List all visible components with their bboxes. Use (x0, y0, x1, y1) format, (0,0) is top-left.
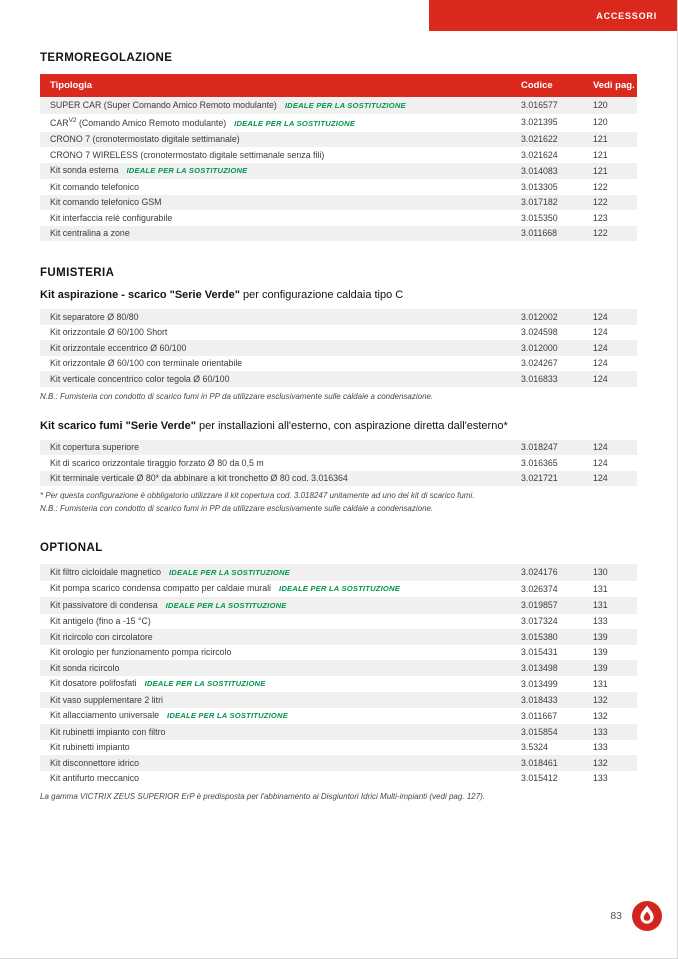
table-row (40, 724, 637, 740)
section-title-optional: OPTIONAL (40, 542, 103, 555)
subsection-title-bold: Kit scarico fumi "Serie Verde" (40, 419, 196, 432)
product-name: Kit terminale verticale Ø 80* da abbinare a kit tronchetto Ø 80 cod. 3.016364 (50, 473, 348, 484)
table-row (40, 740, 637, 756)
table-row (40, 309, 637, 325)
table-row (40, 564, 637, 581)
product-page-ref: 131 (593, 600, 608, 611)
table-header-row (40, 74, 637, 97)
product-name: Kit pompa scarico condensa compatto per caldaie murali (50, 583, 272, 594)
product-page-ref: 122 (593, 228, 608, 239)
product-page-ref: 133 (593, 726, 608, 737)
product-name-cell (40, 371, 511, 387)
product-name-cell (40, 629, 511, 645)
product-page-ref: 124 (593, 311, 608, 322)
scarico-fumi-nb-note: N.B.: Fumisteria con condotto di scarico fumi in PP da utilizzare esclusivamente sulle caldaie a condensazione. (40, 504, 434, 514)
table-row (40, 371, 637, 387)
product-name: Kit sonda ricircolo (50, 662, 120, 673)
table-row (40, 356, 637, 372)
product-code: 3.019857 (521, 600, 558, 611)
product-name: CRONO 7 (cronotermostato digitale settimanale) (50, 134, 240, 145)
col-header-vedi-pag: Vedi pag. (593, 80, 635, 91)
product-name: Kit verticale concentrico color tegola Ø 60/100 (50, 373, 230, 384)
subsection-title-aspirazione (40, 289, 637, 301)
subsection-title-bold: Kit aspirazione - scarico "Serie Verde" (40, 289, 240, 302)
col-header-codice: Codice (521, 80, 553, 91)
subsection-title-rest: per configurazione caldaia tipo C (239, 289, 404, 302)
product-page-ref: 124 (593, 327, 608, 338)
product-page-ref: 131 (593, 678, 608, 689)
product-name: Kit sonda esterna (50, 165, 119, 176)
accessori-banner (429, 0, 677, 31)
product-name: Kit disconnettore idrico (50, 757, 139, 768)
product-name: Kit passivatore di condensa (50, 599, 158, 610)
table-row (40, 676, 637, 693)
product-name-cell (40, 581, 511, 598)
product-code: 3.024176 (521, 567, 558, 578)
product-code: 3.011668 (521, 228, 558, 239)
col-header-tipologia: Tipologia (50, 80, 93, 91)
table-row (40, 325, 637, 341)
product-name-superscript: V2 (68, 117, 77, 124)
table-row (40, 660, 637, 676)
product-code: 3.015412 (521, 773, 558, 784)
product-name-cell (40, 440, 511, 456)
product-page-ref: 133 (593, 742, 608, 753)
product-name: Kit comando telefonico GSM (50, 197, 162, 208)
product-name: Kit di scarico orizzontale tiraggio forzato Ø 80 da 0,5 m (50, 457, 264, 468)
product-page-ref: 124 (593, 358, 608, 369)
table-row (40, 179, 637, 195)
section-title-fumisteria: FUMISTERIA (40, 267, 115, 280)
product-code: 3.013499 (521, 678, 558, 689)
table-row (40, 755, 637, 771)
ideale-sostituzione-badge: IDEALE PER LA SOSTITUZIONE (126, 166, 248, 176)
product-code: 3.013498 (521, 662, 558, 673)
product-name: Kit separatore Ø 80/80 (50, 311, 139, 322)
scarico-fumi-table (40, 440, 637, 487)
product-page-ref: 121 (593, 149, 608, 160)
product-page-ref: 133 (593, 616, 608, 627)
product-page-ref: 139 (593, 647, 608, 658)
product-name-cell (40, 471, 511, 487)
table-row (40, 114, 637, 132)
product-code: 3.018461 (521, 757, 558, 768)
product-page-ref: 120 (593, 117, 608, 128)
table-row (40, 614, 637, 630)
product-name-cell (40, 163, 511, 180)
product-name-cell (40, 325, 511, 341)
table-row (40, 771, 637, 787)
table-row (40, 708, 637, 725)
table-row (40, 629, 637, 645)
product-page-ref: 121 (593, 165, 608, 176)
product-code: 3.013305 (521, 181, 558, 192)
product-code: 3.016365 (521, 457, 558, 468)
table-row (40, 210, 637, 226)
table-row (40, 226, 637, 242)
table-row (40, 132, 637, 148)
aspirazione-scarico-table (40, 309, 637, 387)
product-name-cell (40, 755, 511, 771)
table-row (40, 440, 637, 456)
product-name: Kit centralina a zone (50, 228, 130, 239)
subsection-title-scarico-fumi (40, 420, 637, 432)
product-page-ref: 121 (593, 134, 608, 145)
product-page-ref: 122 (593, 181, 608, 192)
product-code: 3.016833 (521, 373, 558, 384)
product-name: Kit ricircolo con circolatore (50, 631, 153, 642)
banner-label: ACCESSORI (596, 10, 657, 21)
product-name: Kit interfaccia relè configurabile (50, 212, 173, 223)
product-name-cell (40, 597, 511, 614)
product-name: Kit orologio per funzionamento pompa ricircolo (50, 647, 232, 658)
product-name: Kit rubinetti impianto (50, 742, 130, 753)
product-code: 3.021622 (521, 134, 558, 145)
product-name: SUPER CAR (Super Comando Amico Remoto modulante) (50, 99, 277, 110)
product-name-cell (40, 724, 511, 740)
product-name: Kit orizzontale eccentrico Ø 60/100 (50, 342, 187, 353)
product-page-ref: 132 (593, 694, 608, 705)
product-name-cell (40, 708, 511, 725)
product-name: Kit antigelo (fino a -15 °C) (50, 616, 151, 627)
product-code: 3.5324 (521, 742, 548, 753)
subsection-title-rest: per installazioni all'esterno, con aspirazione diretta dall'esterno* (195, 419, 508, 432)
product-code: 3.021721 (521, 473, 558, 484)
product-page-ref: 132 (593, 710, 608, 721)
product-code: 3.016577 (521, 100, 558, 110)
product-code: 3.015854 (521, 726, 558, 737)
ideale-sostituzione-badge: IDEALE PER LA SOSTITUZIONE (144, 679, 266, 689)
section-title-termoregolazione: TERMOREGOLAZIONE (40, 52, 173, 64)
product-page-ref: 139 (593, 631, 608, 642)
product-code: 3.018433 (521, 694, 558, 705)
table-row (40, 692, 637, 708)
victrix-compatibility-note: La gamma VICTRIX ZEUS SUPERIOR ErP è predisposta per l'abbinamento ai Disgiuntori Idrici Multi-impianti (vedi pag. 127). (40, 792, 485, 802)
product-page-ref: 139 (593, 662, 608, 673)
product-name-cell (40, 210, 511, 226)
product-page-ref: 123 (593, 212, 608, 223)
product-name-cell (40, 340, 511, 356)
page-number: 83 (610, 910, 622, 922)
product-name: Kit vaso supplementare 2 litri (50, 694, 163, 705)
ideale-sostituzione-badge: IDEALE PER LA SOSTITUZIONE (165, 600, 287, 610)
product-name: Kit comando telefonico (50, 181, 139, 192)
ideale-sostituzione-badge: IDEALE PER LA SOSTITUZIONE (167, 711, 288, 721)
product-page-ref: 133 (593, 773, 608, 784)
termoregolazione-table (40, 74, 637, 241)
product-code: 3.024267 (521, 358, 558, 369)
product-name-cell (40, 97, 511, 114)
product-page-ref: 124 (593, 342, 608, 353)
scarico-fumi-asterisk-note: * Per questa configurazione è obbligatorio utilizzare il kit copertura cod. 3.018247 unitamente ad uno dei kit di scarico fumi. (40, 491, 475, 501)
product-name: Kit allacciamento universale (50, 710, 160, 721)
table-row (40, 597, 637, 614)
product-name-cell (40, 132, 511, 148)
product-page-ref: 130 (593, 567, 608, 578)
product-name-cell (40, 114, 511, 132)
table-row (40, 340, 637, 356)
product-code: 3.021624 (521, 149, 558, 160)
product-code: 3.017182 (521, 197, 558, 208)
product-name: CRONO 7 WIRELESS (cronotermostato digitale settimanale senza fili) (50, 149, 325, 160)
table-row (40, 163, 637, 180)
product-name-cont: (Comando Amico Remoto modulante) (76, 117, 227, 128)
product-code: 3.021395 (521, 117, 558, 128)
product-page-ref: 124 (593, 442, 608, 453)
product-name-cell (40, 147, 511, 163)
product-name-cell (40, 645, 511, 661)
product-name-cell (40, 226, 511, 242)
table-row (40, 645, 637, 661)
product-code: 3.026374 (521, 583, 558, 594)
product-name: Kit copertura superiore (50, 442, 139, 453)
product-name: Kit orizzontale Ø 60/100 Short (50, 327, 168, 338)
product-name: Kit antifurto meccanico (50, 773, 139, 784)
page-footer (610, 901, 662, 931)
product-name: Kit rubinetti impianto con filtro (50, 726, 166, 737)
product-code: 3.012000 (521, 342, 558, 353)
product-code: 3.015380 (521, 631, 558, 642)
product-name-cell (40, 660, 511, 676)
table-row (40, 97, 637, 114)
table-row (40, 455, 637, 471)
product-page-ref: 122 (593, 197, 608, 208)
product-name-cell (40, 179, 511, 195)
product-name-cell (40, 692, 511, 708)
product-code: 3.015350 (521, 212, 558, 223)
product-code: 3.024598 (521, 327, 558, 338)
table-row (40, 195, 637, 211)
product-page-ref: 124 (593, 473, 608, 484)
fumisteria-note-1: N.B.: Fumisteria con condotto di scarico fumi in PP da utilizzare esclusivamente sulle caldaie a condensazione. (40, 391, 434, 401)
product-code: 3.018247 (521, 442, 558, 453)
table-row (40, 471, 637, 487)
product-page-ref: 131 (593, 583, 608, 594)
table-row (40, 581, 637, 598)
ideale-sostituzione-badge: IDEALE PER LA SOSTITUZIONE (279, 584, 400, 594)
product-name-cell (40, 771, 511, 787)
immergas-flame-logo-icon (632, 901, 662, 931)
product-page-ref: 124 (593, 457, 608, 468)
product-code: 3.017324 (521, 616, 558, 627)
product-code: 3.011667 (521, 710, 558, 721)
product-page-ref: 120 (593, 100, 608, 110)
product-code: 3.012002 (521, 311, 558, 322)
ideale-sostituzione-badge: IDEALE PER LA SOSTITUZIONE (284, 100, 406, 110)
product-name-cell (40, 564, 511, 581)
product-name-cell (40, 455, 511, 471)
product-name-cell (40, 614, 511, 630)
product-name: CAR (50, 117, 69, 128)
product-code: 3.014083 (521, 165, 558, 176)
product-name: Kit orizzontale Ø 60/100 con terminale orientabile (50, 358, 243, 369)
ideale-sostituzione-badge: IDEALE PER LA SOSTITUZIONE (169, 567, 290, 577)
product-name-cell (40, 676, 511, 693)
product-name: Kit filtro cicloidale magnetico (50, 566, 161, 577)
product-page-ref: 132 (593, 757, 608, 768)
optional-table (40, 564, 637, 786)
product-name-cell (40, 309, 511, 325)
product-name-cell (40, 195, 511, 211)
product-name: Kit dosatore polifosfati (50, 678, 137, 689)
product-name-cell (40, 356, 511, 372)
product-name-cell (40, 740, 511, 756)
table-row (40, 147, 637, 163)
product-page-ref: 124 (593, 373, 608, 384)
ideale-sostituzione-badge: IDEALE PER LA SOSTITUZIONE (234, 118, 356, 128)
product-code: 3.015431 (521, 647, 558, 658)
